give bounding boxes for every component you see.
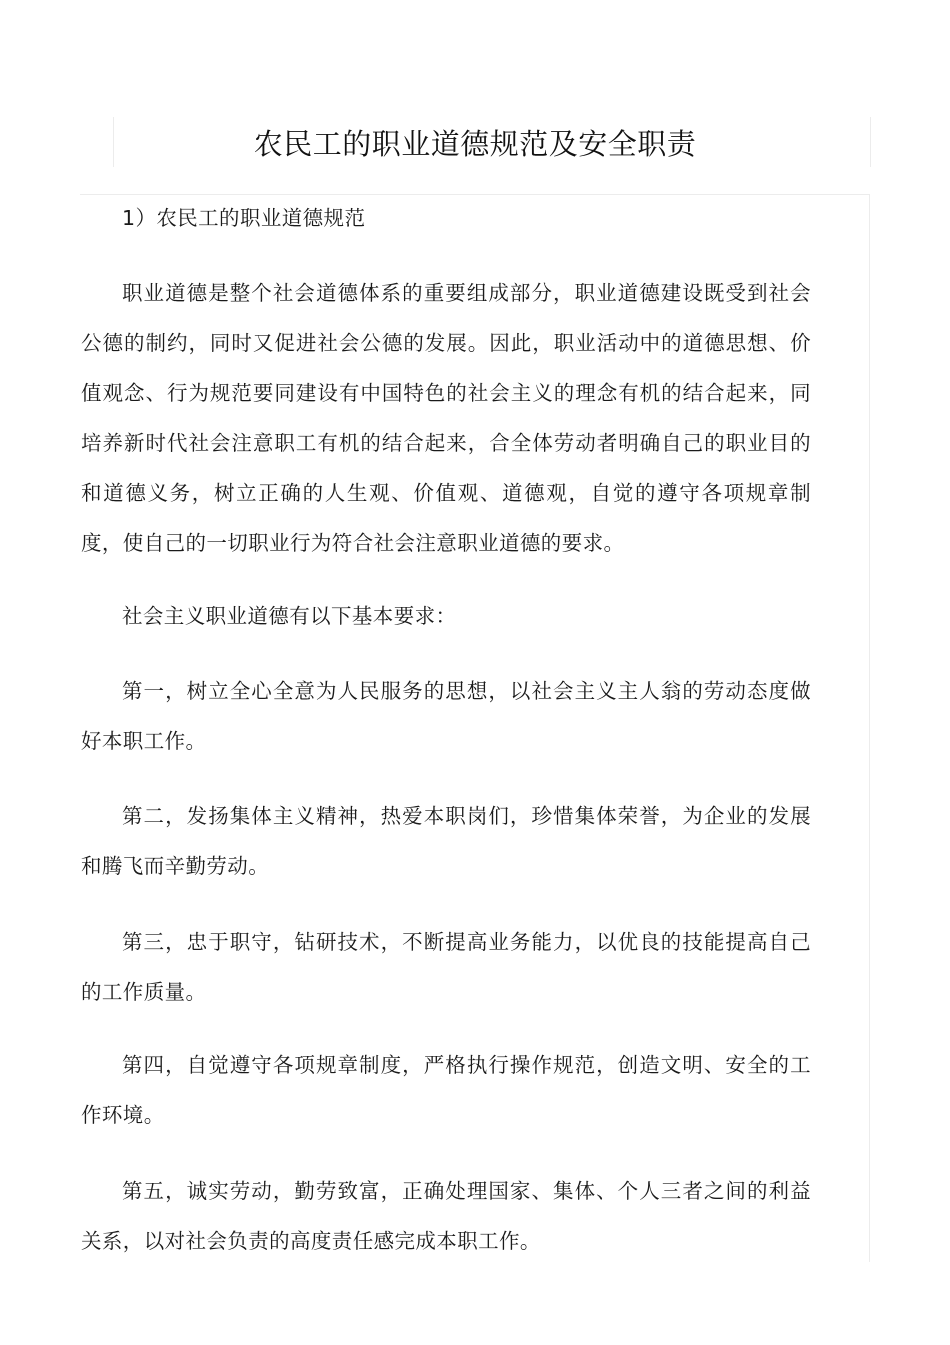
paragraph-fourth: 第四，自觉遵守各项规章制度，严格执行操作规范，创造文明、安全的工作环境。 <box>81 1053 811 1127</box>
paragraph-second: 第二，发扬集体主义精神，热爱本职岗们，珍惜集体荣誉，为企业的发展和腾飞而辛勤劳动。 <box>81 804 811 878</box>
paragraph-intro: 职业道德是整个社会道德体系的重要组成部分，职业道德建设既受到社会公德的制约，同时又促进社会公德的发展。因此，职业活动中的道德思想、价值观念、行为规范要同建设有中国特色的社会主义的理念有机的结合起来，同培养新时代社会注意职工有机的结合起来，合全体劳动者明确自己的职业目的和道德义务，树立正确的人生观、价值观、道德观，自觉的遵守各项规章制度，使自己的一切职业行为符合社会注意职业道德的要求。 <box>81 281 811 555</box>
paragraph-first: 第一，树立全心全意为人民服务的思想，以社会主义主人翁的劳动态度做好本职工作。 <box>81 679 811 753</box>
page-title: 农民工的职业道德规范及安全职责 <box>253 127 697 161</box>
paragraph-requirements-lead: 社会主义职业道德有以下基本要求： <box>122 604 457 628</box>
divider-vertical <box>869 194 870 1262</box>
paragraph-third: 第三，忠于职守，钻研技术，不断提高业务能力，以优良的技能提高自己的工作质量。 <box>81 930 811 1004</box>
section-heading: 1）农民工的职业道德规范 <box>122 206 366 230</box>
paragraph-fifth: 第五，诚实劳动，勤劳致富，正确处理国家、集体、个人三者之间的利益关系，以对社会负责的高度责任感完成本职工作。 <box>81 1179 811 1253</box>
